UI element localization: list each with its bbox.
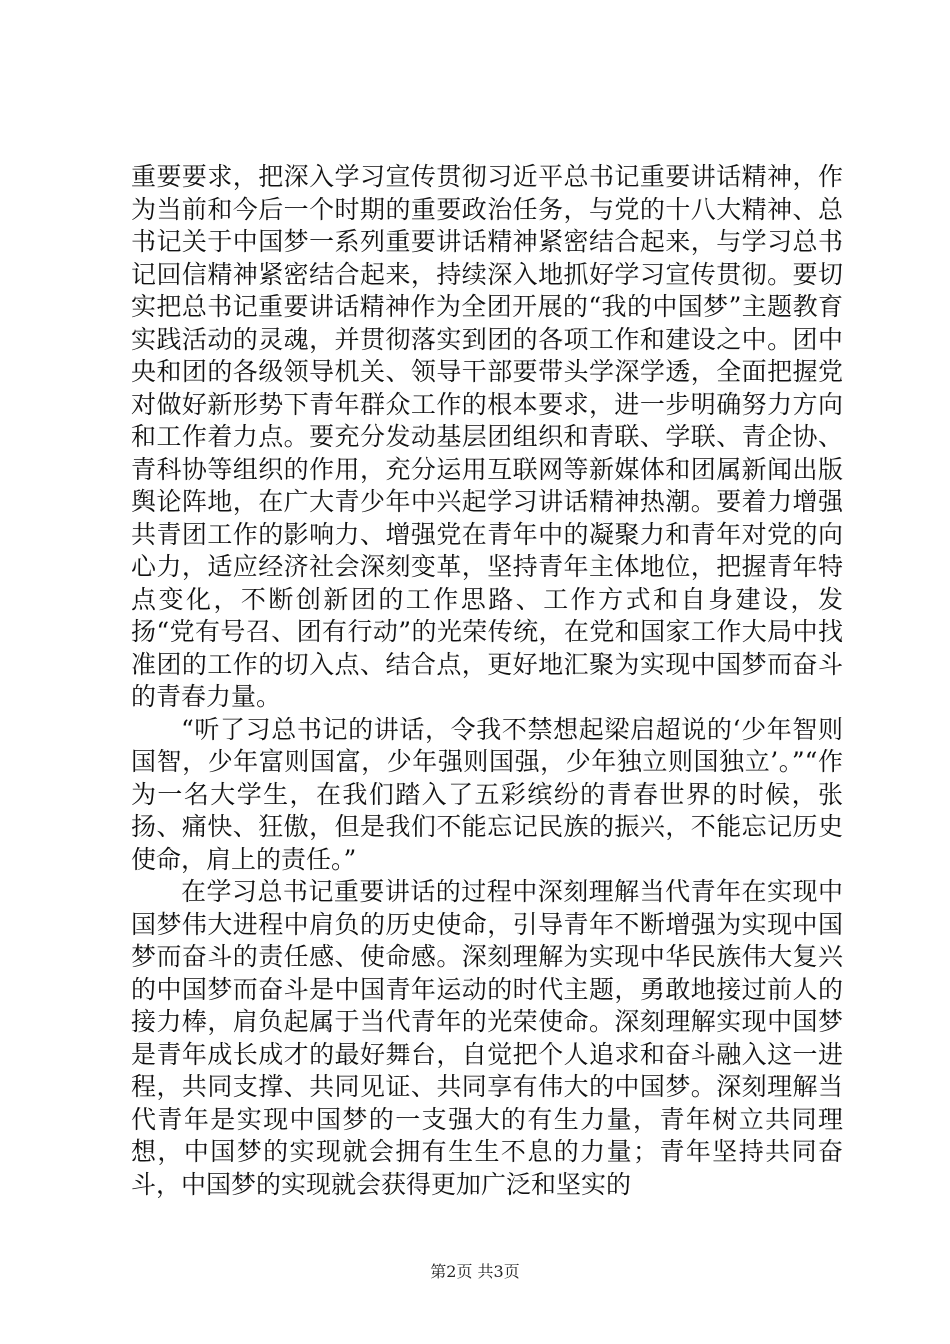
paragraph-quote: “听了习总书记的讲话，令我不禁想起梁启超说的‘少年智则国智，少年富则国富，少年强则国强，少年独立则国独立’。”“作为一名大学生，在我们踏入了五彩缤纷的青春世界的时候，张扬、痛快、狂傲，但是我们不能忘记民族的振兴，不能忘记历史使命，肩上的责任。”	[131, 714, 843, 874]
document-body	[131, 161, 843, 1201]
paragraph-continuation: 重要要求，把深入学习宣传贯彻习近平总书记重要讲话精神，作为当前和今后一个时期的重要政治任务，与党的十八大精神、总书记关于中国梦一系列重要讲话精神紧密结合起来，与学习总书记回信精神紧密结合起来，持续深入地抓好学习宣传贯彻。要切实把总书记重要讲话精神作为全团开展的“我的中国梦”主题教育实践活动的灵魂，并贯彻落实到团的各项工作和建设之中。团中央和团的各级领导机关、领导干部要带头学深学透，全面把握党对做好新形势下青年群众工作的根本要求，进一步明确努力方向和工作着力点。要充分发动基层团组织和青联、学联、青企协、青科协等组织的作用，充分运用互联网等新媒体和团属新闻出版舆论阵地，在广大青少年中兴起学习讲话精神热潮。要着力增强共青团工作的影响力、增强党在青年中的凝聚力和青年对党的向心力，适应经济社会深刻变革，坚持青年主体地位，把握青年特点变化，不断创新团的工作思路、工作方式和自身建设，发扬“党有号召、团有行动”的光荣传统，在党和国家工作大局中找准团的工作的切入点、结合点，更好地汇聚为实现中国梦而奋斗的青春力量。	[131, 162, 843, 711]
page-number-footer: 第2页 共3页	[430, 1262, 520, 1281]
paragraph-understanding: 在学习总书记重要讲话的过程中深刻理解当代青年在实现中国梦伟大进程中肩负的历史使命，引导青年不断增强为实现中国梦而奋斗的责任感、使命感。深刻理解为实现中华民族伟大复兴的中国梦而奋斗是中国青年运动的时代主题，勇敢地接过前人的接力棒，肩负起属于当代青年的光荣使命。深刻理解实现中国梦是青年成长成才的最好舞台，自觉把个人追求和奋斗融入这一进程，共同支撑、共同见证、共同享有伟大的中国梦。深刻理解当代青年是实现中国梦的一支强大的有生力量，青年树立共同理想，中国梦的实现就会拥有生生不息的力量；青年坚持共同奋斗，中国梦的实现就会获得更加广泛和坚实的	[131, 877, 843, 1199]
